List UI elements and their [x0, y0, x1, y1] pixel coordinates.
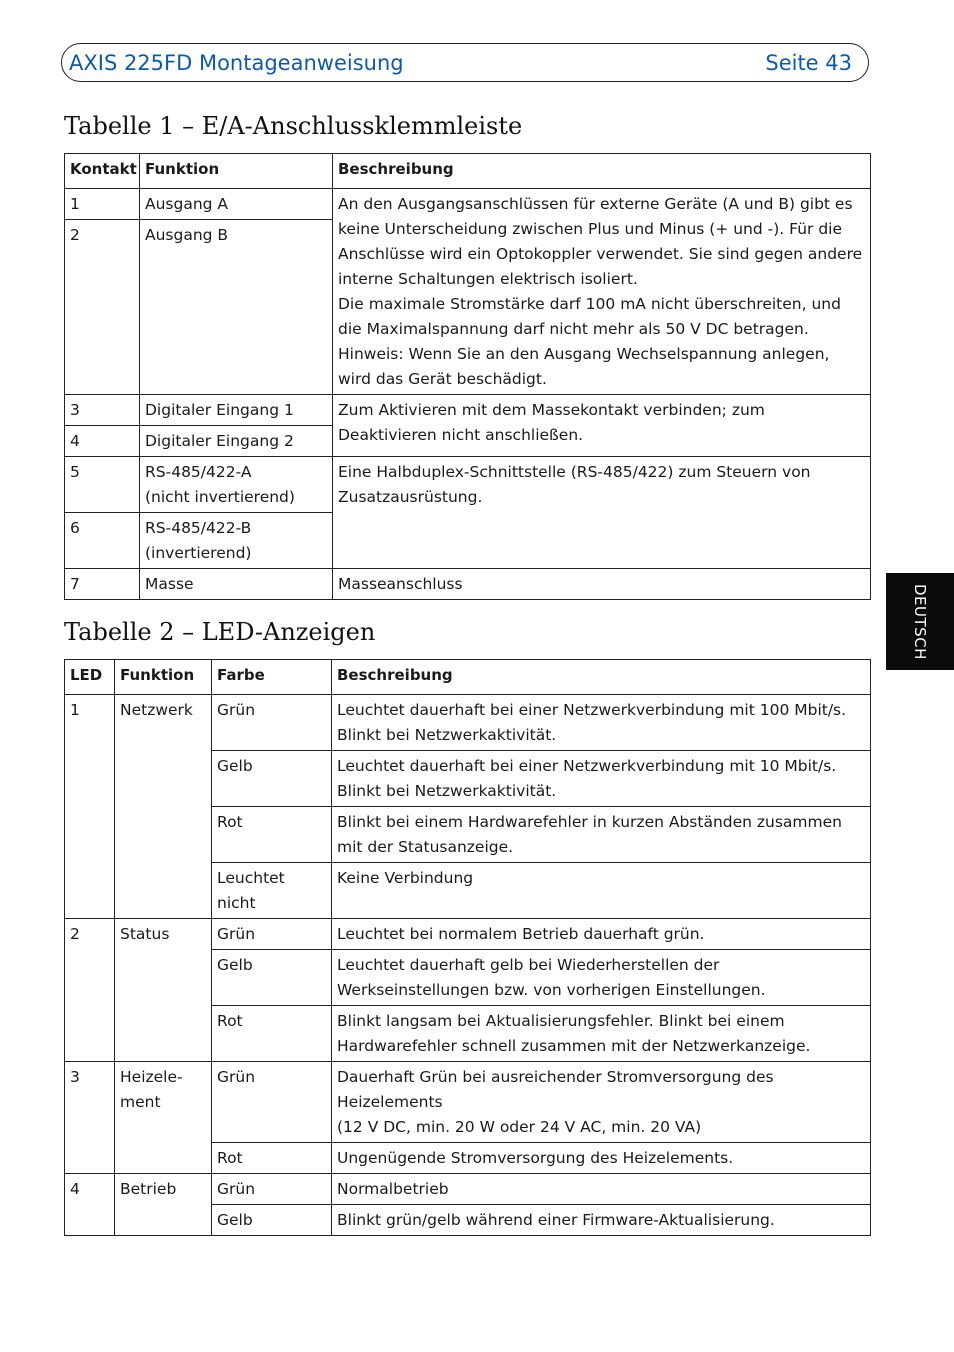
column-header: Funktion — [115, 660, 212, 695]
page-header — [61, 43, 869, 82]
led-description: Leuchtet dauerhaft bei einer Netzwerkverbindung mit 100 Mbit/s. Blinkt bei Netzwerkaktivität. — [332, 695, 871, 751]
led-description: Blinkt bei einem Hardwarefehler in kurzen Abständen zusammen mit der Statusanzeige. — [332, 807, 871, 863]
function-cell: Digitaler Eingang 2 — [140, 426, 333, 457]
table1-title: Tabelle 1 – E/A-Anschlussklemmleiste — [64, 112, 523, 140]
led-color: Rot — [212, 1143, 332, 1174]
led-function: Status — [115, 919, 212, 1062]
contact-number: 3 — [65, 395, 140, 426]
led-indicator-table — [64, 659, 871, 1236]
led-number: 3 — [65, 1062, 115, 1174]
column-header: Beschreibung — [332, 660, 871, 695]
column-header: Kontakt — [65, 154, 140, 189]
column-header: Beschreibung — [333, 154, 871, 189]
led-function: Netzwerk — [115, 695, 212, 919]
led-description: Leuchtet dauerhaft gelb bei Wiederherstellen der Werkseinstellungen bzw. von vorherigen Einstellungen. — [332, 950, 871, 1006]
led-number: 4 — [65, 1174, 115, 1236]
description-text: Die maximale Stromstärke darf 100 mA nicht überschreiten, und die Maximalspannung darf nicht mehr als 50 V DC betragen. Hinweis: Wenn Sie an den Ausgang Wechselspannung anlegen, wird das Gerät beschädigt. — [338, 295, 841, 388]
language-tab — [886, 573, 954, 670]
led-description: Ungenügende Stromversorgung des Heizelements. — [332, 1143, 871, 1174]
led-description: Blinkt grün/gelb während einer Firmware-Aktualisierung. — [332, 1205, 871, 1236]
led-number: 2 — [65, 919, 115, 1062]
led-description: Normalbetrieb — [332, 1174, 871, 1205]
led-description: Blinkt langsam bei Aktualisierungsfehler. Blinkt bei einem Hardwarefehler schnell zusammen mit der Netzwerkanzeige. — [332, 1006, 871, 1062]
led-description: Leuchtet bei normalem Betrieb dauerhaft grün. — [332, 919, 871, 950]
column-header: Funktion — [140, 154, 333, 189]
led-function: Heizele- ment — [115, 1062, 212, 1174]
page-number: Seite 43 — [765, 50, 852, 75]
led-color: Grün — [212, 1062, 332, 1143]
column-header: LED — [65, 660, 115, 695]
led-color: Grün — [212, 695, 332, 751]
table-header-row — [65, 660, 871, 695]
led-description: Leuchtet dauerhaft bei einer Netzwerkverbindung mit 10 Mbit/s. Blinkt bei Netzwerkaktivität. — [332, 751, 871, 807]
led-number: 1 — [65, 695, 115, 919]
function-cell: Ausgang A — [140, 189, 333, 220]
language-label: DEUTSCH — [911, 583, 929, 660]
table-row — [65, 695, 871, 751]
led-color: Rot — [212, 1006, 332, 1062]
contact-number: 4 — [65, 426, 140, 457]
table-row — [65, 1174, 871, 1205]
io-terminal-table — [64, 153, 871, 600]
description-cell: Masseanschluss — [333, 569, 871, 600]
contact-number: 7 — [65, 569, 140, 600]
led-description: Dauerhaft Grün bei ausreichender Stromversorgung des Heizelements (12 V DC, min. 20 W oder 24 V AC, min. 20 VA) — [332, 1062, 871, 1143]
description-text: An den Ausgangsanschlüssen für externe Geräte (A und B) gibt es keine Unterscheidung zwischen Plus und Minus (+ und -). Für die Anschlüsse wird ein Optokoppler verwendet. Sie sind gegen andere interne Schaltungen elektrisch isoliert. — [338, 195, 863, 288]
description-cell — [333, 189, 871, 395]
function-cell: Digitaler Eingang 1 — [140, 395, 333, 426]
contact-number: 6 — [65, 513, 140, 569]
contact-number: 5 — [65, 457, 140, 513]
table-row — [65, 189, 871, 220]
table2-title: Tabelle 2 – LED-Anzeigen — [64, 618, 376, 646]
led-color: Grün — [212, 1174, 332, 1205]
led-color: Rot — [212, 807, 332, 863]
table-row — [65, 395, 871, 426]
led-color: Gelb — [212, 1205, 332, 1236]
document-title: AXIS 225FD Montageanweisung — [69, 50, 404, 75]
led-description: Keine Verbindung — [332, 863, 871, 919]
table-row — [65, 569, 871, 600]
led-color: Gelb — [212, 950, 332, 1006]
led-color: Grün — [212, 919, 332, 950]
column-header: Farbe — [212, 660, 332, 695]
table-row — [65, 457, 871, 513]
led-function: Betrieb — [115, 1174, 212, 1236]
function-cell: RS-485/422-B (invertierend) — [140, 513, 333, 569]
table-header-row — [65, 154, 871, 189]
function-cell: RS-485/422-A (nicht invertierend) — [140, 457, 333, 513]
contact-number: 2 — [65, 220, 140, 395]
contact-number: 1 — [65, 189, 140, 220]
led-color: Gelb — [212, 751, 332, 807]
description-cell: Eine Halbduplex-Schnittstelle (RS-485/422) zum Steuern von Zusatzausrüstung. — [333, 457, 871, 569]
table-row — [65, 1062, 871, 1143]
led-color: Leuchtet nicht — [212, 863, 332, 919]
function-cell: Ausgang B — [140, 220, 333, 395]
table-row — [65, 919, 871, 950]
function-cell: Masse — [140, 569, 333, 600]
description-cell: Zum Aktivieren mit dem Massekontakt verbinden; zum Deaktivieren nicht anschließen. — [333, 395, 871, 457]
